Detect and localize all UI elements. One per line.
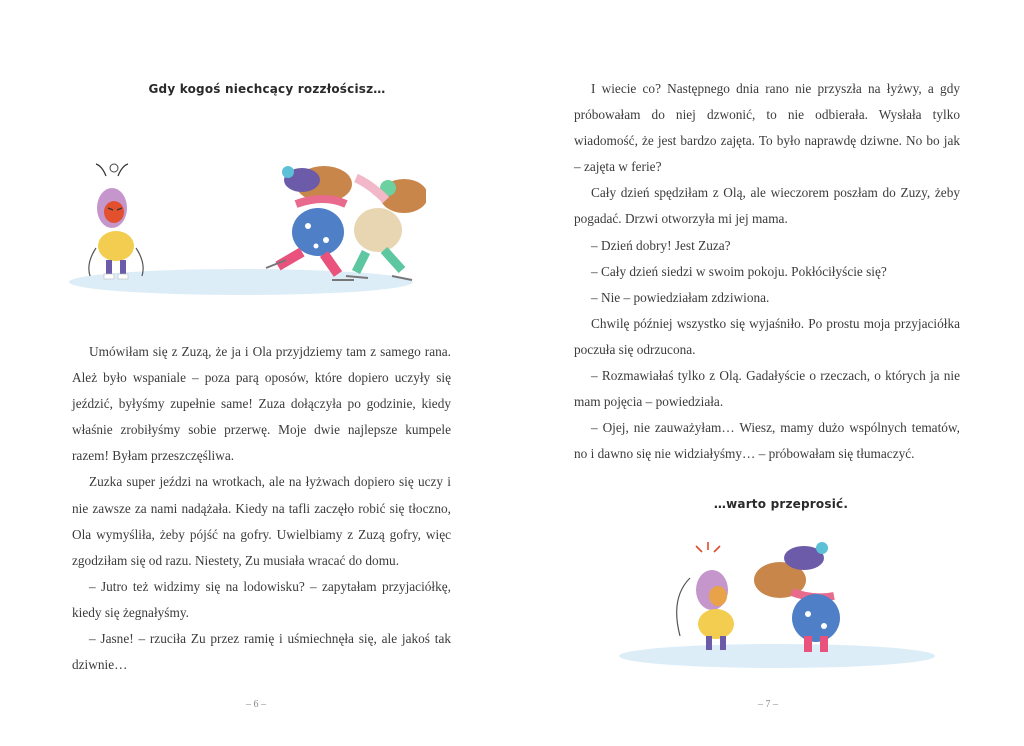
capybara-character (754, 542, 840, 652)
left-page-body (72, 339, 451, 678)
paragraph: Cały dzień spędziłam z Olą, ale wieczorem poszłam do Zuzy, żeby pogadać. Drzwi otworzyła mi jej mama. (574, 185, 960, 227)
right-page (512, 0, 1024, 746)
paragraph: – Nie – powiedziałam zdziwiona. (591, 289, 770, 305)
apology-illustration (612, 530, 942, 675)
capybara-skater-blue (266, 166, 354, 280)
paragraph: Zuzka super jeździ na wrotkach, ale na łyżwach dopiero się uczy i nie zawsze za nami nadążała. Kiedy na tafli zaczęło robić się tłoczno, Ola wymyśliła, żeby pójść na gofry. Uwielbiamy z Zuzą gofry, więc zgodziłam się od razu. Niestety, Zu musiała wracać do domu. (72, 474, 451, 568)
paragraph: – Jutro też widzimy się na lodowisku? – zapytałam przyjaciółkę, kiedy się żegnałyśmy. (72, 578, 451, 620)
paragraph: Umówiłam się z Zuzą, że ja i Ola przyjdziemy tam z samego rana. Ależ było wspaniale – poza parą oposów, które dopiero uczyły się jeździć, byłyśmy zupełnie same! Zuza dołączyła po godzinie, kiedy właśnie zrobiłyśmy sobie przerwę. Moje dwie najlepsze kumpele razem! Byłam przeszczęśliwa. (72, 344, 451, 464)
paragraph: I wiecie co? Następnego dnia rano nie przyszła na łyżwy, a gdy próbowałam do niej dzwonić, to nie odbierała. Wysłała tylko wiadomość, że jest bardzo zajęta. To było naprawdę dziwne. No bo jak – zajęta w ferie? (574, 81, 960, 175)
page-number-left: – 6 – (246, 699, 266, 710)
angry-ant-character (89, 164, 143, 279)
paragraph: – Rozmawiałaś tylko z Olą. Gadałyście o rzeczach, o których ja nie mam pojęcia – powiedziała. (574, 368, 960, 410)
paragraph: – Cały dzień siedzi w swoim pokoju. Pokłóciłyście się? (591, 263, 887, 279)
paragraph: – Ojej, nie zauważyłam… Wiesz, mamy dużo wspólnych tematów, no i dawno się nie widziałyśmy… – próbowałam się tłumaczyć. (574, 420, 960, 462)
page-number-right: – 7 – (758, 699, 778, 710)
paragraph: – Dzień dobry! Jest Zuza? (591, 237, 731, 253)
skating-illustration (66, 150, 426, 300)
capybara-skater-beige (346, 178, 426, 280)
ant-character-sad (677, 542, 734, 650)
paragraph: – Jasne! – rzuciła Zu przez ramię i uśmiechnęła się, ale jakoś tak dziwnie… (72, 631, 451, 673)
ice-patch (619, 644, 935, 668)
paragraph: Chwilę później wszystko się wyjaśniło. Po prostu moja przyjaciółka poczuła się odrzucona. (574, 315, 960, 357)
right-page-body (574, 76, 960, 467)
left-page-heading: Gdy kogoś niechcący rozzłościsz… (148, 82, 386, 96)
right-page-heading: …warto przeprosić. (713, 497, 849, 511)
